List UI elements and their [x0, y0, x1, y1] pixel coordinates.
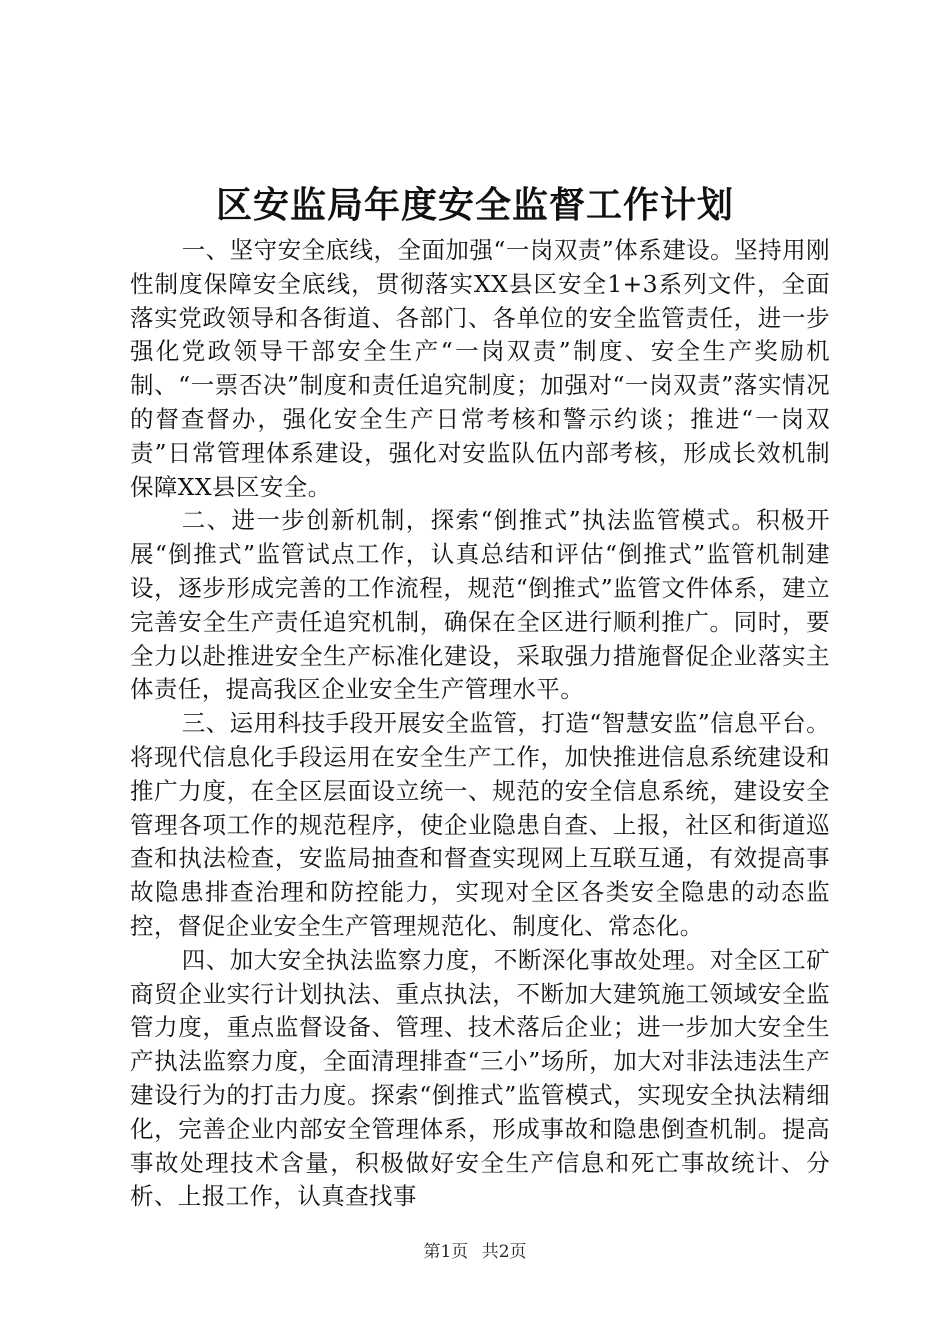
- paragraph-1: 一、坚守安全底线，全面加强“一岗双责”体系建设。坚持用刚性制度保障安全底线，贯彻落实XX县区安全1+3系列文件，全面落实党政领导和各街道、各部门、各单位的安全监管责任，进一步强化党政领导干部安全生产“一岗双责”制度、安全生产奖励机制、“一票否决”制度和责任追究制度；加强对“一岗双责”落实情况的督查督办，强化安全生产日常考核和警示约谈；推进“一岗双责”日常管理体系建设，强化对安监队伍内部考核，形成长效机制保障XX县区安全。: [130, 236, 830, 501]
- page-number: 第1页: [423, 1242, 469, 1262]
- paragraph-2: 二、进一步创新机制，探索“倒推式”执法监管模式。积极开展“倒推式”监管试点工作，认真总结和评估“倒推式”监管机制建设，逐步形成完善的工作流程，规范“倒推式”监管文件体系，建立完善安全生产责任追究机制，确保在全区进行顺利推广。同时，要全力以赴推进安全生产标准化建设，采取强力措施督促企业落实主体责任，提高我区企业安全生产管理水平。: [130, 506, 830, 704]
- page-total: 共2页: [481, 1242, 527, 1262]
- page-footer: [0, 1240, 950, 1264]
- document-title: 区安监局年度安全监督工作计划: [215, 184, 734, 226]
- paragraph-3: 三、运用科技手段开展安全监管，打造“智慧安监”信息平台。将现代信息化手段运用在安全生产工作，加快推进信息系统建设和推广力度，在全区层面设立统一、规范的安全信息系统，建设安全管理各项工作的规范程序，使企业隐患自查、上报，社区和街道巡查和执法检查，安监局抽查和督查实现网上互联互通，有效提高事故隐患排查治理和防控能力，实现对全区各类安全隐患的动态监控，督促企业安全生产管理规范化、制度化、常态化。: [130, 709, 830, 940]
- paragraph-4: 四、加大安全执法监察力度，不断深化事故处理。对全区工矿商贸企业实行计划执法、重点执法，不断加大建筑施工领域安全监管力度，重点监督设备、管理、技术落后企业；进一步加大安全生产执法监察力度，全面清理排查“三小”场所，加大对非法违法生产建设行为的打击力度。探索“倒推式”监管模式，实现安全执法精细化，完善企业内部安全管理体系，形成事故和隐患倒查机制。提高事故处理技术含量，积极做好安全生产信息和死亡事故统计、分析、上报工作，认真查找事: [130, 945, 830, 1211]
- document-body: [130, 234, 830, 1214]
